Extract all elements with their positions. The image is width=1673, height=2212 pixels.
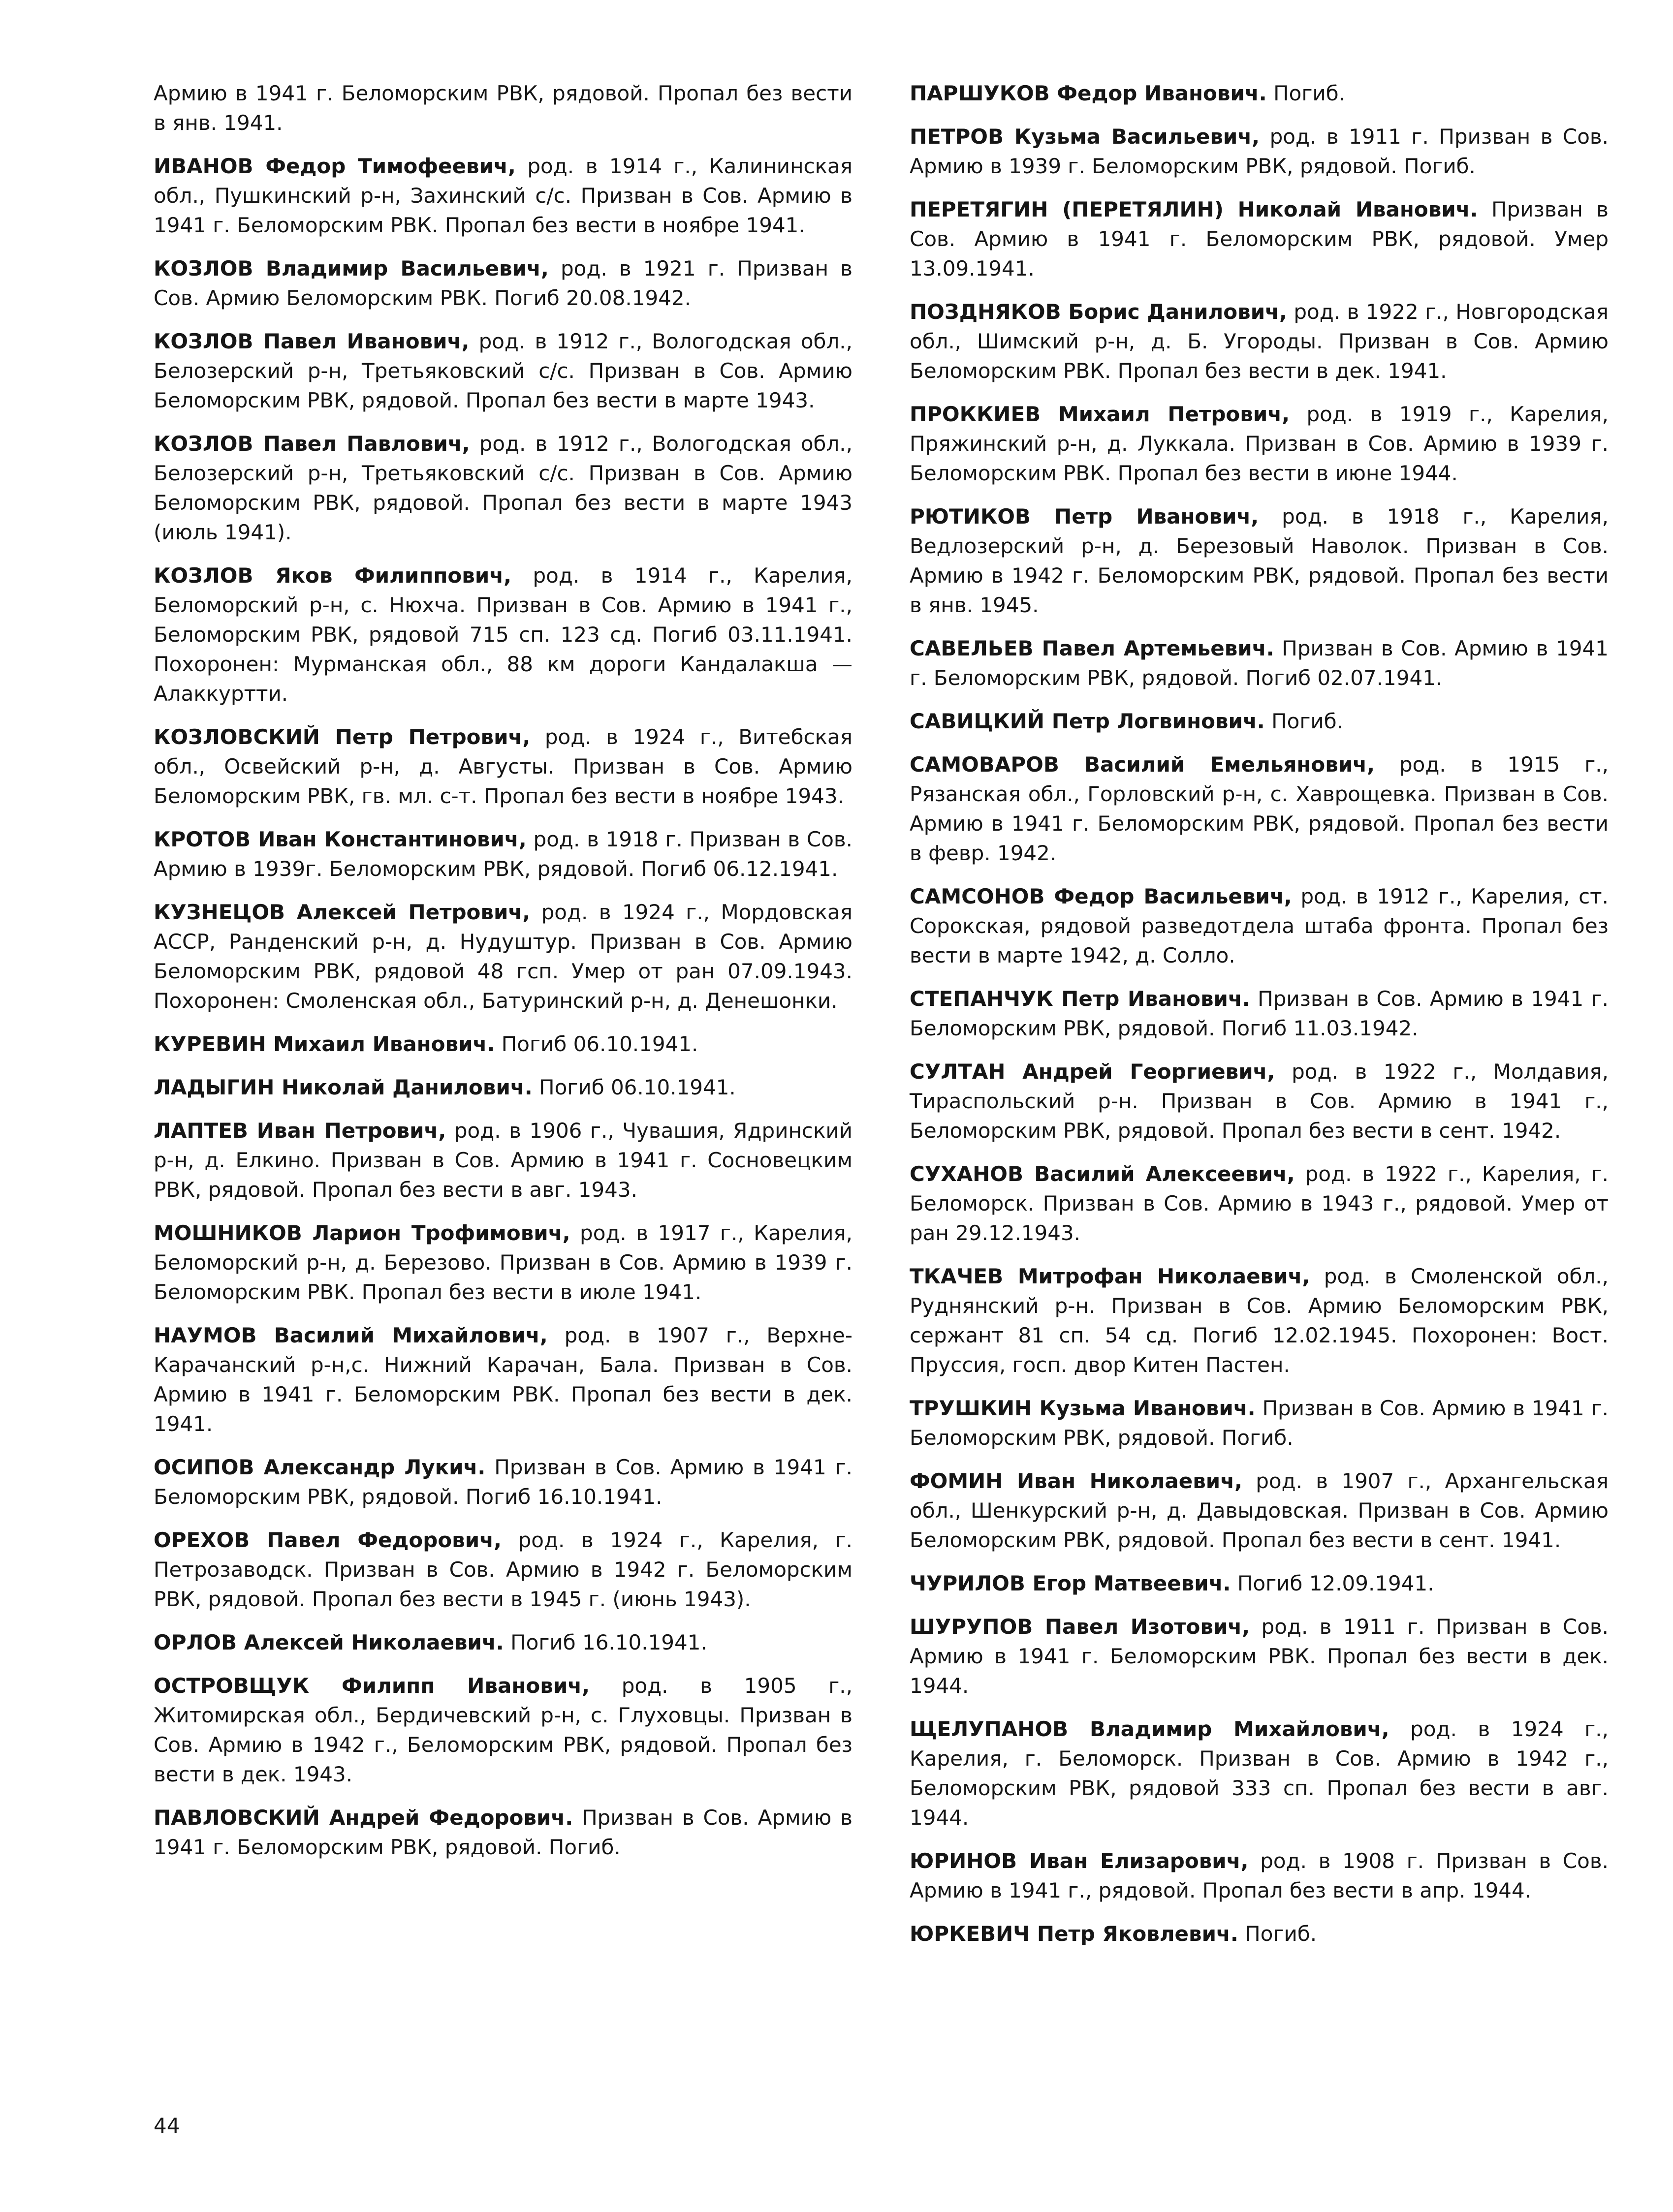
entry xyxy=(910,1057,1609,1146)
entry-name: ЛАПТЕВ Иван Петрович, xyxy=(154,1119,446,1143)
entry xyxy=(154,1671,852,1789)
entry-text: род. в 1914 г., Калининская обл., Пушкинский р-н, Захинский с/с. Призван в Сов. Армию в 1941 г. Беломорским РВК. Пропал без вести в ноябре 1941. xyxy=(154,154,853,237)
entry xyxy=(154,1321,852,1439)
entry-name: ТКАЧЕВ Митрофан Николаевич, xyxy=(910,1264,1310,1288)
entry xyxy=(154,1073,852,1102)
entry xyxy=(910,502,1609,620)
entry xyxy=(154,1116,852,1205)
entry-text: Призван в Сов. Армию в 1941 г. Беломорским РВК, рядовой. Погиб 02.07.1941. xyxy=(910,636,1609,690)
entry xyxy=(154,561,852,709)
entry-text: род. в 1924 г., Карелия, г. Петрозаводск. Призван в Сов. Армию в 1942 г. Беломорским РВК, рядовой. Пропал без вести в 1945 г. (июнь 1943). xyxy=(154,1528,852,1611)
entry-text: Погиб. xyxy=(1238,1922,1317,1946)
entry xyxy=(910,1846,1609,1905)
entry xyxy=(910,634,1609,693)
entry-text: Призван в Сов. Армию в 1941 г. Беломорским РВК, рядовой. Погиб. xyxy=(154,1806,852,1859)
entry-text: род. в 1912 г., Вологодская обл., Белозерский р-н, Третьяковский с/с. Призван в Сов. Армию Беломорским РВК, рядовой. Пропал без вести в марте 1943 (июль 1941). xyxy=(154,432,852,544)
entry-name: САМОВАРОВ Василий Емельянович, xyxy=(910,752,1375,777)
entry-name: КОЗЛОВ Павел Иванович, xyxy=(154,329,470,353)
entry xyxy=(154,1803,852,1862)
entry-text: род. в 1922 г., Карелия, г. Беломорск. Призван в Сов. Армию в 1943 г., рядовой. Умер от ран 29.12.1943. xyxy=(910,1162,1609,1245)
entry-text: род. в 1911 г. Призван в Сов. Армию в 1939 г. Беломорским РВК, рядовой. Погиб. xyxy=(910,125,1609,178)
entry-text: род. в 1914 г., Карелия, Беломорский р-н, с. Нюхча. Призван в Сов. Армию в 1941 г., Беломорским РВК, рядовой 715 сп. 123 сд. Погиб 03.11.1941. Похоронен: Мурманская обл., 88 км дороги Кандалакша — Алаккуртти. xyxy=(154,563,852,706)
entry-name: САВИЦКИЙ Петр Логвинович. xyxy=(910,709,1265,733)
entry xyxy=(154,1218,852,1307)
entry-text: род. в 1908 г. Призван в Сов. Армию в 1941 г., рядовой. Пропал без вести в апр. 1944. xyxy=(910,1849,1609,1902)
entry-name: ЧУРИЛОВ Егор Матвеевич. xyxy=(910,1571,1231,1595)
entry xyxy=(154,429,852,547)
entry-name: КУЗНЕЦОВ Алексей Петрович, xyxy=(154,900,531,924)
entry xyxy=(910,750,1609,868)
entry-name: ОСТРОВЩУК Филипп Иванович, xyxy=(154,1674,590,1698)
entry-text: Призван в Сов. Армию в 1941 г. Беломорским РВК, рядовой. Умер 13.09.1941. xyxy=(910,197,1609,280)
entry-name: ЛАДЫГИН Николай Данилович. xyxy=(154,1075,533,1099)
entry xyxy=(910,1466,1609,1555)
entry-text: род. в 1917 г., Карелия, Беломорский р-н, д. Березово. Призван в Сов. Армию в 1939 г. Беломорским РВК. Пропал без вести в июле 1941. xyxy=(154,1221,853,1304)
entry xyxy=(154,1029,852,1059)
right-column xyxy=(910,79,1609,1963)
entry-name: ОРЛОВ Алексей Николаевич. xyxy=(154,1630,504,1654)
entry-name: ОСИПОВ Александр Лукич. xyxy=(154,1455,486,1479)
entry-text: род. в 1921 г. Призван в Сов. Армию Беломорским РВК. Погиб 20.08.1942. xyxy=(154,256,852,310)
entry-name: ПРОККИЕВ Михаил Петрович, xyxy=(910,402,1290,426)
entry-name: ПАРШУКОВ Федор Иванович. xyxy=(910,81,1267,105)
entry-text: Армию в 1941 г. Беломорским РВК, рядовой. Пропал без вести в янв. 1941. xyxy=(154,81,852,135)
entry-name: КОЗЛОВ Павел Павлович, xyxy=(154,432,470,456)
entry-name: ПОЗДНЯКОВ Борис Данилович, xyxy=(910,300,1287,324)
entry-text: Погиб 06.10.1941. xyxy=(532,1075,736,1099)
entry-text: род. в 1912 г., Вологодская обл., Белозерский р-н, Третьяковский с/с. Призван в Сов. Армию Беломорским РВК, рядовой. Пропал без вести в марте 1943. xyxy=(154,329,852,412)
entry-name: ПЕТРОВ Кузьма Васильевич, xyxy=(910,125,1260,149)
entry-name: ТРУШКИН Кузьма Иванович. xyxy=(910,1396,1256,1420)
entry-text: род. в 1915 г., Рязанская обл., Горловский р-н, с. Хаврощевка. Призван в Сов. Армию в 1941 г. Беломорским РВК, рядовой. Пропал без вести в февр. 1942. xyxy=(910,752,1609,865)
entry-text: Погиб 12.09.1941. xyxy=(1231,1571,1434,1595)
entry-text: род. в 1918 г., Карелия, Ведлозерский р-н, д. Березовый Наволок. Призван в Сов. Армию в 1942 г. Беломорским РВК, рядовой. Пропал без вести в янв. 1945. xyxy=(910,504,1609,617)
entry-text: род. в 1919 г., Карелия, Пряжинский р-н, д. Луккала. Призван в Сов. Армию в 1939 г. Беломорским РВК. Пропал без вести в июне 1944. xyxy=(910,402,1609,485)
entry xyxy=(910,195,1609,283)
page-number: 44 xyxy=(154,2114,180,2138)
entry-text: род. в 1906 г., Чувашия, Ядринский р-н, д. Елкино. Призван в Сов. Армию в 1941 г. Сосновецким РВК, рядовой. Пропал без вести в авг. 1943. xyxy=(154,1119,852,1202)
entry xyxy=(910,297,1609,386)
entry xyxy=(910,1569,1609,1598)
entry xyxy=(910,1159,1609,1248)
entry xyxy=(910,122,1609,181)
entry-text: Погиб 16.10.1941. xyxy=(504,1630,707,1654)
entry-text: род. в 1924 г., Витебская обл., Освейский р-н, д. Августы. Призван в Сов. Армию Беломорским РВК, гв. мл. с-т. Пропал без вести в ноябре 1943. xyxy=(154,725,852,808)
entry-text: Погиб 06.10.1941. xyxy=(495,1032,698,1056)
entry-name: САВЕЛЬЕВ Павел Артемьевич. xyxy=(910,636,1274,660)
entry-name: ЮРИНОВ Иван Елизарович, xyxy=(910,1849,1249,1873)
entry xyxy=(154,1453,852,1512)
entry xyxy=(910,882,1609,970)
entry-text: род. в 1911 г. Призван в Сов. Армию в 1941 г. Беломорским РВК. Пропал без вести в дек. 1944. xyxy=(910,1615,1609,1698)
entry xyxy=(154,79,852,138)
entry-text: Призван в Сов. Армию в 1941 г. Беломорским РВК, рядовой. Погиб. xyxy=(910,1396,1609,1450)
entry xyxy=(910,1919,1609,1949)
entry-name: ОРЕХОВ Павел Федорович, xyxy=(154,1528,502,1552)
entry-name: СТЕПАНЧУК Петр Иванович. xyxy=(910,987,1250,1011)
entry-name: КРОТОВ Иван Константинович, xyxy=(154,827,527,851)
entry xyxy=(154,152,852,240)
entry-name: СУХАНОВ Василий Алексеевич, xyxy=(910,1162,1295,1186)
entry-name: САМСОНОВ Федор Васильевич, xyxy=(910,884,1292,908)
entry-text: род. в 1905 г., Житомирская обл., Бердичевский р-н, с. Глуховцы. Призван в Сов. Армию в 1942 г., Беломорским РВК, рядовой. Пропал без вести в дек. 1943. xyxy=(154,1674,853,1786)
entry-text: род. в Смоленской обл., Руднянский р-н. Призван в Сов. Армию Беломорским РВК, сержант 81 сп. 54 сд. Погиб 12.02.1945. Похоронен: Вост. Пруссия, госп. двор Китен Пастен. xyxy=(910,1264,1609,1377)
entry-text: Призван в Сов. Армию в 1941 г. Беломорским РВК, рядовой. Погиб 16.10.1941. xyxy=(154,1455,852,1509)
entry-text: Призван в Сов. Армию в 1941 г. Беломорским РВК, рядовой. Погиб 11.03.1942. xyxy=(910,987,1609,1040)
entry-name: СУЛТАН Андрей Георгиевич, xyxy=(910,1059,1275,1084)
entry-name: МОШНИКОВ Ларион Трофимович, xyxy=(154,1221,570,1245)
entry xyxy=(910,707,1609,736)
entry xyxy=(910,79,1609,108)
entry-name: ПЕРЕТЯГИН (ПЕРЕТЯЛИН) Николай Иванович. xyxy=(910,197,1478,221)
entry xyxy=(910,984,1609,1043)
entry xyxy=(154,1526,852,1614)
entry xyxy=(154,327,852,415)
entry xyxy=(910,1714,1609,1833)
entry-name: ШУРУПОВ Павел Изотович, xyxy=(910,1615,1250,1639)
entry-text: Погиб. xyxy=(1264,709,1343,733)
left-column xyxy=(154,79,852,1876)
entry xyxy=(910,400,1609,488)
entry-text: род. в 1907 г., Верхне-Карачанский р-н,с. Нижний Карачан, Бала. Призван в Сов. Армию в 1941 г. Беломорским РВК. Пропал без вести в дек. 1941. xyxy=(154,1323,853,1436)
entry-name: КУРЕВИН Михаил Иванович. xyxy=(154,1032,495,1056)
entry xyxy=(154,898,852,1016)
entry xyxy=(154,1628,852,1657)
entry-name: РЮТИКОВ Петр Иванович, xyxy=(910,504,1259,529)
entry-name: КОЗЛОВСКИЙ Петр Петрович, xyxy=(154,725,531,749)
entry-text: род. в 1924 г., Карелия, г. Беломорск. Призван в Сов. Армию в 1942 г., Беломорским РВК, рядовой 333 сп. Пропал без вести в авг. 1944. xyxy=(910,1717,1609,1830)
entry xyxy=(910,1612,1609,1701)
entry-name: ФОМИН Иван Николаевич, xyxy=(910,1469,1242,1493)
entry-name: КОЗЛОВ Яков Филиппович, xyxy=(154,563,512,588)
entry-text: род. в 1922 г., Новгородская обл., Шимский р-н, д. Б. Угороды. Призван в Сов. Армию Беломорским РВК. Пропал без вести в дек. 1941. xyxy=(910,300,1609,383)
entry-text: род. в 1918 г. Призван в Сов. Армию в 1939г. Беломорским РВК, рядовой. Погиб 06.12.1941. xyxy=(154,827,852,881)
entry xyxy=(154,254,852,313)
entry-name: ПАВЛОВСКИЙ Андрей Федорович. xyxy=(154,1806,573,1830)
entry-name: НАУМОВ Василий Михайлович, xyxy=(154,1323,548,1347)
entry-text: род. в 1907 г., Архангельская обл., Шенкурский р-н, д. Давыдовская. Призван в Сов. Армию Беломорским РВК, рядовой. Пропал без вести в сент. 1941. xyxy=(910,1469,1609,1552)
entry xyxy=(154,825,852,884)
entry-name: ЩЕЛУПАНОВ Владимир Михайлович, xyxy=(910,1717,1389,1741)
entry-name: КОЗЛОВ Владимир Васильевич, xyxy=(154,256,549,280)
entry-name: ЮРКЕВИЧ Петр Яковлевич. xyxy=(910,1922,1238,1946)
entry-text: Погиб. xyxy=(1266,81,1345,105)
entry-text: род. в 1924 г., Мордовская АССР, Ранденский р-н, д. Нудуштур. Призван в Сов. Армию Беломорским РВК, рядовой 48 гсп. Умер от ран 07.09.1943. Похоронен: Смоленская обл., Батуринский р-н, д. Денешонки. xyxy=(154,900,852,1013)
entry-text: род. в 1912 г., Карелия, ст. Сорокская, рядовой разведотдела штаба фронта. Пропал без вести в марте 1942, д. Солло. xyxy=(910,884,1609,967)
entry-text: род. в 1922 г., Молдавия, Тираспольский р-н. Призван в Сов. Армию в 1941 г., Беломорским РВК, рядовой. Пропал без вести в сент. 1942. xyxy=(910,1059,1609,1143)
entry xyxy=(910,1394,1609,1453)
entry-name: ИВАНОВ Федор Тимофеевич, xyxy=(154,154,516,178)
entry xyxy=(910,1262,1609,1380)
entry xyxy=(154,722,852,811)
